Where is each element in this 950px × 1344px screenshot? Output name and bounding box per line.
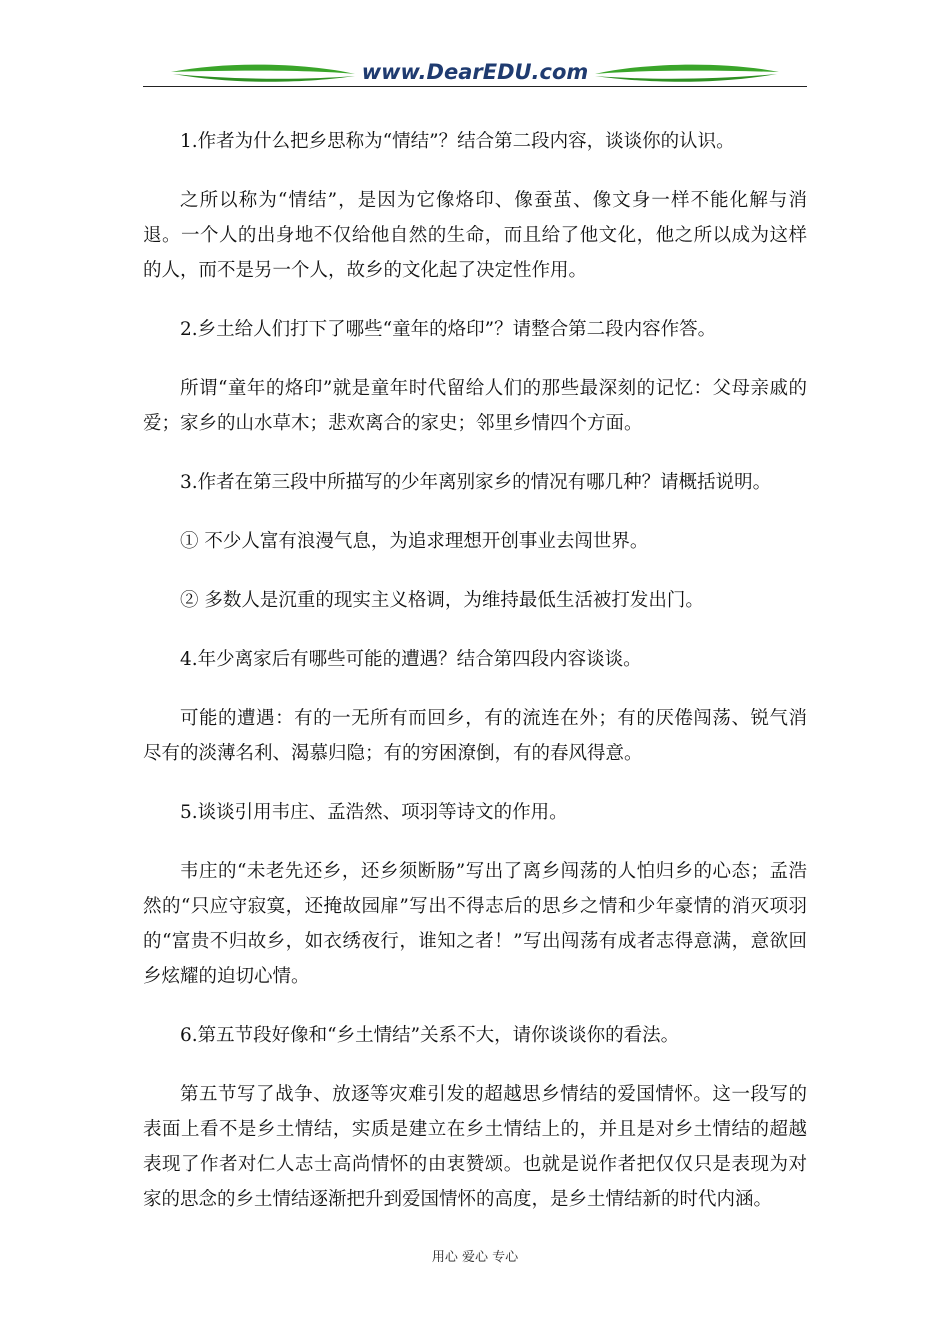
answer-3-item-2: ② 多数人是沉重的现实主义格调，为维持最低生活被打发出门。 — [180, 590, 704, 611]
site-logo-text: www.DearEDU.com — [361, 60, 589, 84]
document-body — [143, 124, 807, 1217]
page-footer: 用心 爱心 专心 — [431, 1250, 519, 1265]
answer-1: 之所以称为“情结”，是因为它像烙印、像蚕茧、像文身一样不能化解与消退。一个人的出身地不仅给他自然的生命，而且给了他文化，他之所以成为这样的人，而不是另一个人，故乡的文化起了决定性作用。 — [143, 190, 807, 281]
question-2: 2.乡土给人们打下了哪些“童年的烙印”？请整合第二段内容作答。 — [180, 319, 717, 340]
answer-5: 韦庄的“未老先还乡，还乡须断肠”写出了离乡闯荡的人怕归乡的心态；孟浩然的“只应守寂寞，还掩故园扉”写出不得志后的思乡之情和少年豪情的消灭项羽的“富贵不归故乡，如衣绣夜行，谁知之者！”写出闯荡有成者志得意满，意欲回乡炫耀的迫切心情。 — [143, 861, 807, 987]
question-5: 5.谈谈引用韦庄、孟浩然、项羽等诗文的作用。 — [180, 802, 568, 823]
question-4: 4.年少离家后有哪些可能的遭遇？结合第四段内容谈谈。 — [180, 649, 642, 670]
header-divider — [143, 86, 807, 87]
answer-2: 所谓“童年的烙印”就是童年时代留给人们的那些最深刻的记忆：父母亲戚的爱；家乡的山水草木；悲欢离合的家史；邻里乡情四个方面。 — [143, 378, 807, 434]
question-1: 1.作者为什么把乡思称为“情结”？结合第二段内容，谈谈你的认识。 — [180, 131, 735, 152]
question-6: 6.第五节段好像和“乡土情结”关系不大，请你谈谈你的看法。 — [180, 1025, 680, 1046]
question-3: 3.作者在第三段中所描写的少年离别家乡的情况有哪几种？请概括说明。 — [180, 472, 772, 493]
answer-4: 可能的遭遇：有的一无所有而回乡，有的流连在外；有的厌倦闯荡、锐气消尽有的淡薄名利、渴慕归隐；有的穷困潦倒，有的春风得意。 — [143, 708, 807, 764]
answer-6: 第五节写了战争、放逐等灾难引发的超越思乡情结的爱国情怀。这一段写的表面上看不是乡土情结，实质是建立在乡土情结上的，并且是对乡土情结的超越表现了作者对仁人志士高尚情怀的由衷赞颂。也就是说作者把仅仅只是表现为对家的思念的乡土情结逐渐把升到爱国情怀的高度，是乡土情结新的时代内涵。 — [143, 1084, 807, 1210]
answer-3-item-1: ① 不少人富有浪漫气息，为追求理想开创事业去闯世界。 — [180, 531, 649, 552]
